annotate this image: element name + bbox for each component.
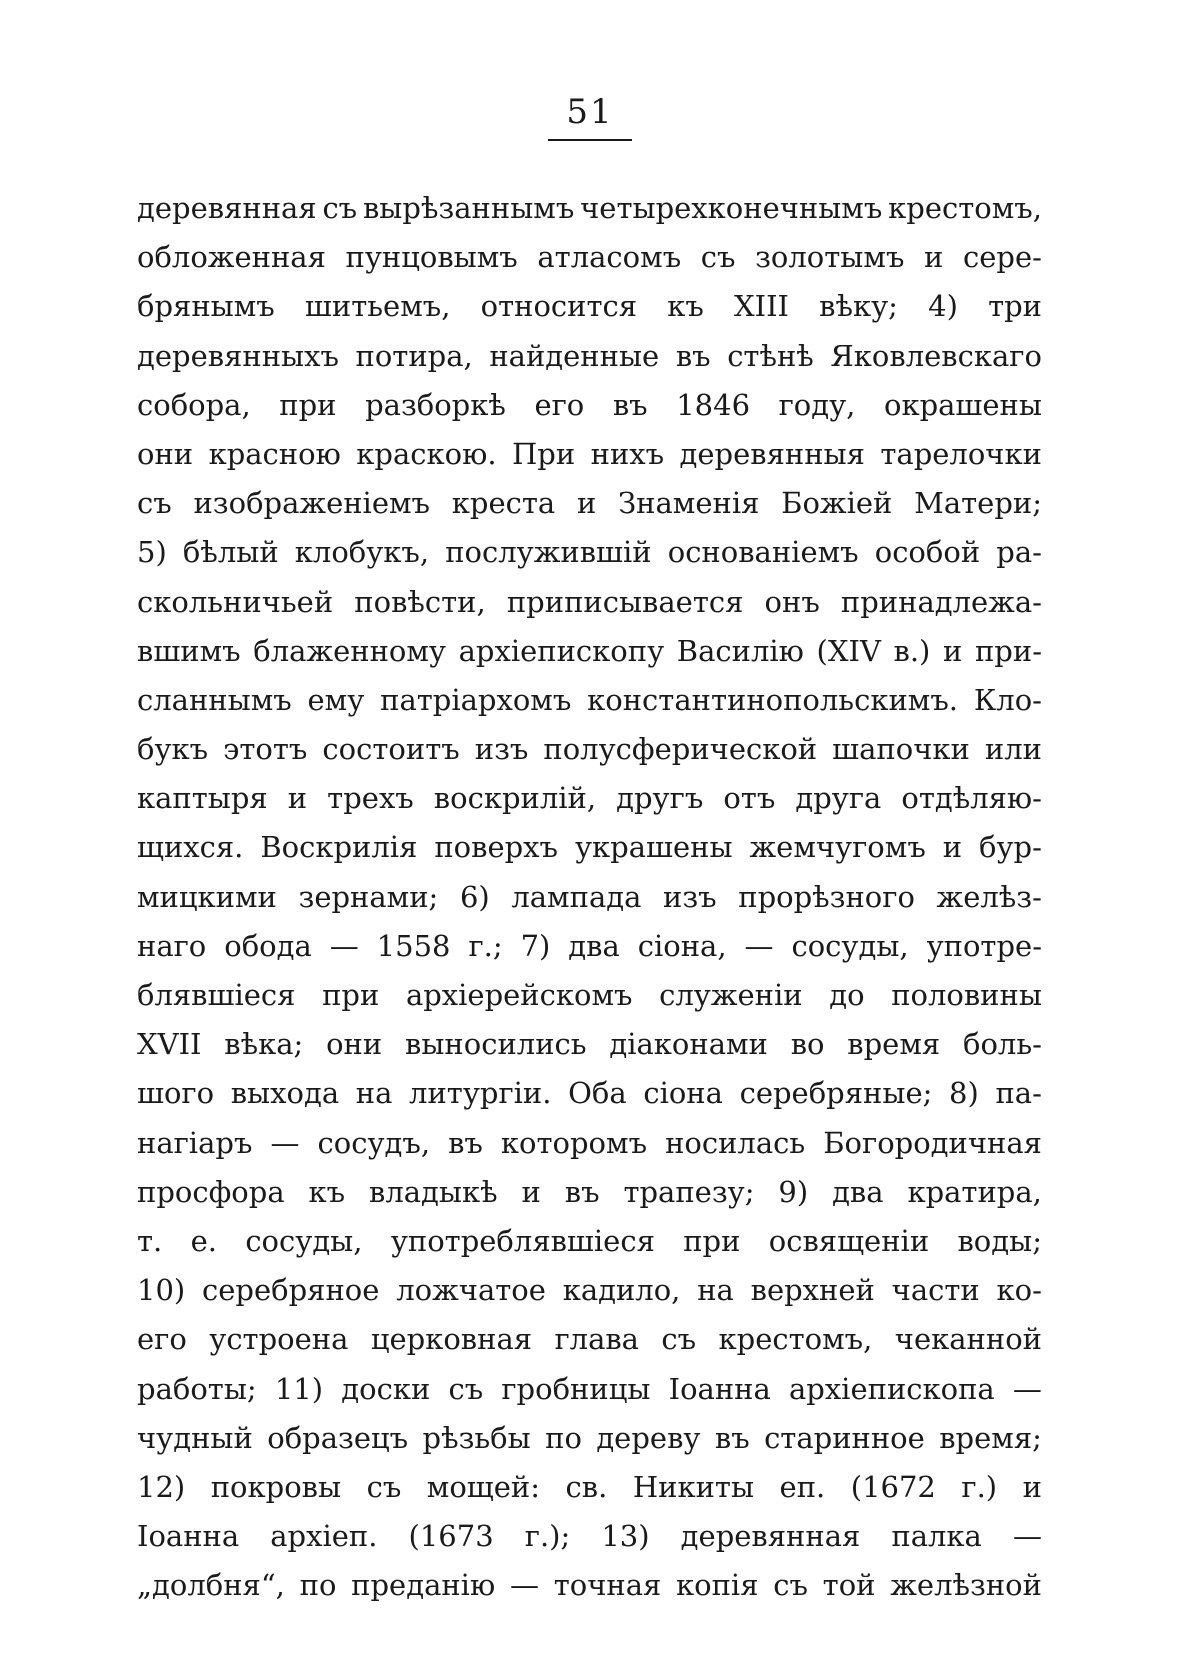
word: копія	[676, 1568, 759, 1603]
word: нагіаръ	[137, 1125, 253, 1160]
word: щихся.	[137, 830, 244, 865]
word: и	[287, 781, 308, 816]
text-line	[137, 430, 1042, 479]
text-line	[137, 922, 1042, 971]
word: бѣлый	[182, 535, 279, 570]
word: краскою.	[356, 436, 497, 471]
word: архіеп.	[270, 1519, 378, 1554]
text-line	[137, 1315, 1042, 1364]
word: 6)	[459, 879, 490, 914]
word: (1673	[408, 1519, 494, 1554]
word: трапезу;	[623, 1174, 755, 1209]
text-line	[137, 381, 1042, 430]
word: съ	[700, 240, 736, 275]
word: 11)	[274, 1371, 324, 1406]
word: 13)	[601, 1519, 650, 1554]
word: (XIV	[816, 633, 881, 668]
word: дереву	[596, 1420, 701, 1455]
text-line	[137, 332, 1042, 381]
word: году,	[778, 387, 856, 422]
word: устроена	[209, 1322, 349, 1357]
word: вырѣзаннымъ	[362, 191, 575, 225]
word: крестомъ,	[718, 1322, 873, 1357]
text-line	[137, 1463, 1042, 1512]
word: которомъ	[500, 1125, 648, 1160]
word: Іоанна	[668, 1371, 771, 1406]
word: поверхъ	[434, 830, 558, 865]
text-line	[137, 873, 1042, 922]
word: кратира,	[907, 1174, 1042, 1209]
word: бур-	[979, 830, 1042, 865]
word: приписывается	[506, 584, 744, 619]
word: другъ	[616, 781, 704, 816]
word: деревянныхъ	[137, 338, 339, 373]
word: и	[1022, 1469, 1042, 1504]
word: блявшіеся	[137, 978, 296, 1012]
word: 9)	[778, 1174, 809, 1209]
word: два	[568, 928, 620, 963]
word: владыкѣ	[369, 1174, 498, 1209]
word: Богородичная	[823, 1125, 1042, 1160]
word: по	[545, 1420, 582, 1455]
word: носилась	[665, 1125, 806, 1160]
word: изъ	[663, 879, 717, 914]
word: особой	[874, 535, 981, 570]
word: на	[697, 1273, 734, 1308]
word: пунцовымъ	[345, 240, 518, 275]
word: шого	[137, 1076, 215, 1111]
word: жемчугомъ	[749, 830, 926, 865]
word: окрашены	[883, 387, 1042, 422]
word: точная	[553, 1568, 662, 1603]
word: съ	[773, 1568, 808, 1603]
word: скольничьей	[137, 584, 334, 619]
word: украшены	[574, 830, 733, 865]
word: ему	[307, 682, 365, 717]
word: сосуды,	[245, 1223, 363, 1258]
word: атласомъ	[537, 240, 682, 275]
word: мицкими	[137, 879, 277, 914]
word: при	[322, 978, 380, 1012]
word: освященіи	[768, 1223, 930, 1258]
word: деревянныя	[679, 436, 865, 471]
text-line	[137, 1561, 1042, 1610]
text-line	[137, 528, 1042, 577]
text-line	[137, 1266, 1042, 1315]
word: трехъ	[327, 781, 414, 816]
word: во	[790, 1027, 825, 1062]
word: изъ	[474, 732, 529, 767]
word: четырехконечнымъ	[580, 191, 883, 225]
word: съ	[137, 486, 172, 521]
text-line	[137, 725, 1042, 774]
word: сіона,	[637, 928, 727, 963]
word: серебряные;	[739, 1076, 933, 1111]
word: въ	[612, 387, 648, 422]
word: деревянная	[680, 1519, 861, 1554]
word: 1846	[676, 387, 751, 422]
word: выхода	[230, 1076, 340, 1111]
word: чудный	[137, 1420, 253, 1455]
word: гробницы	[501, 1371, 651, 1406]
word: и	[576, 486, 597, 521]
word: Знаменія	[618, 486, 760, 521]
word: сере-	[963, 240, 1042, 275]
word: по	[299, 1568, 337, 1603]
word: рѣзьбы	[422, 1420, 531, 1455]
word: съ	[661, 1322, 697, 1357]
word: г.)	[961, 1469, 998, 1504]
word: 4)	[928, 289, 958, 324]
word: архіерейскомъ	[405, 978, 633, 1012]
word: 7)	[520, 928, 551, 963]
text-line	[137, 676, 1042, 725]
word: состоитъ	[322, 732, 460, 767]
word: разборкѣ	[365, 387, 506, 422]
word: и	[942, 830, 963, 865]
word: они	[137, 436, 194, 471]
word: прорѣзного	[738, 879, 915, 914]
word: каптыря	[137, 781, 268, 816]
word: друга	[795, 781, 882, 816]
word: половины	[891, 978, 1042, 1012]
word: при-	[974, 633, 1042, 668]
word: па-	[995, 1076, 1042, 1111]
word: и	[924, 240, 944, 275]
word: литургіи.	[409, 1076, 552, 1111]
word: чеканной	[894, 1322, 1042, 1357]
word: патріархомъ	[380, 682, 572, 717]
text-line	[137, 823, 1042, 872]
word: при	[279, 387, 337, 422]
word: сланнымъ	[137, 682, 292, 717]
word: время;	[939, 1420, 1042, 1455]
word: полусферической	[543, 732, 818, 767]
word: старинное	[764, 1420, 925, 1455]
word: т.	[137, 1223, 163, 1258]
word: въ	[675, 338, 711, 373]
word: г.;	[468, 928, 503, 963]
word: желѣз-	[936, 879, 1042, 914]
word: золотымъ	[755, 240, 905, 275]
text-line	[137, 233, 1042, 282]
word: шапочки	[832, 732, 970, 767]
text-line	[137, 184, 1042, 233]
word: —	[1012, 1371, 1042, 1406]
word: съ	[322, 191, 358, 225]
word: къ	[667, 289, 704, 324]
text-line	[137, 282, 1042, 331]
word: г.);	[524, 1519, 571, 1554]
word: время	[847, 1027, 941, 1062]
word: ложчатое	[396, 1273, 546, 1308]
word: —	[329, 928, 359, 963]
word: съ	[448, 1371, 484, 1406]
word: работы;	[137, 1371, 257, 1406]
word: служеніи	[659, 978, 803, 1012]
text-line	[137, 479, 1042, 528]
word: или	[984, 732, 1042, 767]
word: красною	[208, 436, 341, 471]
word: сосуды,	[791, 928, 909, 963]
word: принадлежа-	[840, 584, 1042, 619]
text-line	[137, 578, 1042, 627]
word: брянымъ	[137, 289, 275, 324]
word: палка	[891, 1519, 982, 1554]
word: они	[326, 1027, 383, 1062]
word: букъ	[137, 732, 209, 767]
word: вѣка;	[224, 1027, 304, 1062]
word: просфора	[137, 1174, 285, 1209]
word: и	[521, 1174, 541, 1209]
word: е.	[190, 1223, 217, 1258]
word: діаконами	[609, 1027, 768, 1062]
word: шитьемъ,	[304, 289, 451, 324]
word: глава	[554, 1322, 639, 1357]
word: Василію	[676, 633, 804, 668]
word: желѣзной	[890, 1568, 1042, 1603]
text-line	[137, 1365, 1042, 1414]
text-line	[137, 1168, 1042, 1217]
word: тарелочки	[880, 436, 1042, 471]
word: ра-	[996, 535, 1042, 570]
word: доски	[341, 1371, 431, 1406]
word: послужившій	[445, 535, 652, 570]
word: Оба	[568, 1076, 627, 1111]
page-number: 51	[566, 92, 614, 132]
word: св.	[565, 1469, 608, 1504]
word: 12)	[137, 1469, 186, 1504]
word: крестомъ,	[888, 191, 1042, 225]
text-line	[137, 774, 1042, 823]
word: Кло-	[973, 682, 1042, 717]
word: (1672	[850, 1469, 936, 1504]
word: употре-	[926, 928, 1042, 963]
word: 10)	[137, 1273, 186, 1308]
word: его	[534, 387, 585, 422]
word: боль-	[962, 1027, 1042, 1062]
word: изображеніемъ	[193, 486, 430, 521]
word: повѣсти,	[354, 584, 486, 619]
word: мощей:	[426, 1469, 541, 1504]
word: архіепископа	[788, 1371, 995, 1406]
word: нихъ	[590, 436, 665, 471]
word: Яковлевскаго	[830, 338, 1042, 373]
word: еп.	[779, 1469, 826, 1504]
word: наго	[137, 928, 207, 963]
word: архіепископу	[458, 633, 665, 668]
text-line	[137, 627, 1042, 676]
word: Божіей	[781, 486, 893, 521]
word: вѣку;	[819, 289, 898, 324]
word: воды;	[957, 1223, 1042, 1258]
word: онъ	[764, 584, 820, 619]
word: —	[1012, 1519, 1042, 1554]
word: выносились	[405, 1027, 587, 1062]
word: стѣнѣ	[727, 338, 814, 373]
word: относится	[480, 289, 638, 324]
word: ко-	[996, 1273, 1042, 1308]
word: образецъ	[267, 1420, 409, 1455]
word: отдѣляю-	[901, 781, 1042, 816]
word: —	[270, 1125, 300, 1160]
word: собора,	[137, 387, 251, 422]
word: зернами;	[298, 879, 439, 914]
word: церковная	[370, 1322, 533, 1357]
text-body	[137, 184, 1042, 1610]
word: верхней	[750, 1273, 875, 1308]
word: XVII	[137, 1027, 202, 1062]
word: в.)	[893, 633, 931, 668]
text-line	[137, 1069, 1042, 1118]
header-rule	[548, 139, 632, 141]
word: основаніемъ	[667, 535, 859, 570]
word: при	[683, 1223, 741, 1258]
word: 1558	[376, 928, 451, 963]
text-line	[137, 971, 1042, 1020]
word: сіона	[643, 1076, 723, 1111]
word: покровы	[210, 1469, 342, 1504]
word: потира,	[355, 338, 473, 373]
text-line	[137, 1119, 1042, 1168]
word: вшимъ	[137, 633, 241, 668]
word: —	[744, 928, 774, 963]
word: съ	[366, 1469, 402, 1504]
word: Іоанна	[137, 1519, 240, 1554]
word: обода	[224, 928, 312, 963]
word: 5)	[137, 535, 167, 570]
word: Матери;	[914, 486, 1042, 521]
word: воскрилій,	[433, 781, 597, 816]
word: въ	[564, 1174, 600, 1209]
word: константинопольскимъ.	[587, 682, 959, 717]
word: къ	[308, 1174, 346, 1209]
word: въ	[714, 1420, 750, 1455]
word: на	[355, 1076, 393, 1111]
word: обложенная	[137, 240, 326, 275]
text-line	[137, 1414, 1042, 1463]
word: блаженному	[253, 633, 446, 668]
word: до	[829, 978, 865, 1012]
word: „долбня“,	[137, 1568, 285, 1603]
word: той	[822, 1568, 876, 1603]
word: Никиты	[632, 1469, 755, 1504]
word: этотъ	[223, 732, 308, 767]
text-line	[137, 1512, 1042, 1561]
word: два	[832, 1174, 884, 1209]
word: При	[511, 436, 576, 471]
word: лампада	[511, 879, 642, 914]
word: XIII	[733, 289, 789, 324]
word: кадило,	[562, 1273, 681, 1308]
word: —	[509, 1568, 539, 1603]
word: и	[943, 633, 963, 668]
word: Воскрилія	[260, 830, 418, 865]
word: его	[137, 1322, 187, 1357]
text-line	[137, 1020, 1042, 1069]
word: клобукъ,	[294, 535, 430, 570]
word: сосудъ,	[317, 1125, 431, 1160]
word: деревянная	[137, 191, 317, 225]
word: серебряное	[202, 1273, 380, 1308]
text-line	[137, 1217, 1042, 1266]
word: найденные	[489, 338, 660, 373]
word: три	[988, 289, 1042, 324]
word: отъ	[723, 781, 776, 816]
word: креста	[451, 486, 556, 521]
word: части	[891, 1273, 980, 1308]
word: 8)	[949, 1076, 979, 1111]
word: преданію	[351, 1568, 496, 1603]
word: въ	[448, 1125, 483, 1160]
word: употреблявшіеся	[390, 1223, 655, 1258]
